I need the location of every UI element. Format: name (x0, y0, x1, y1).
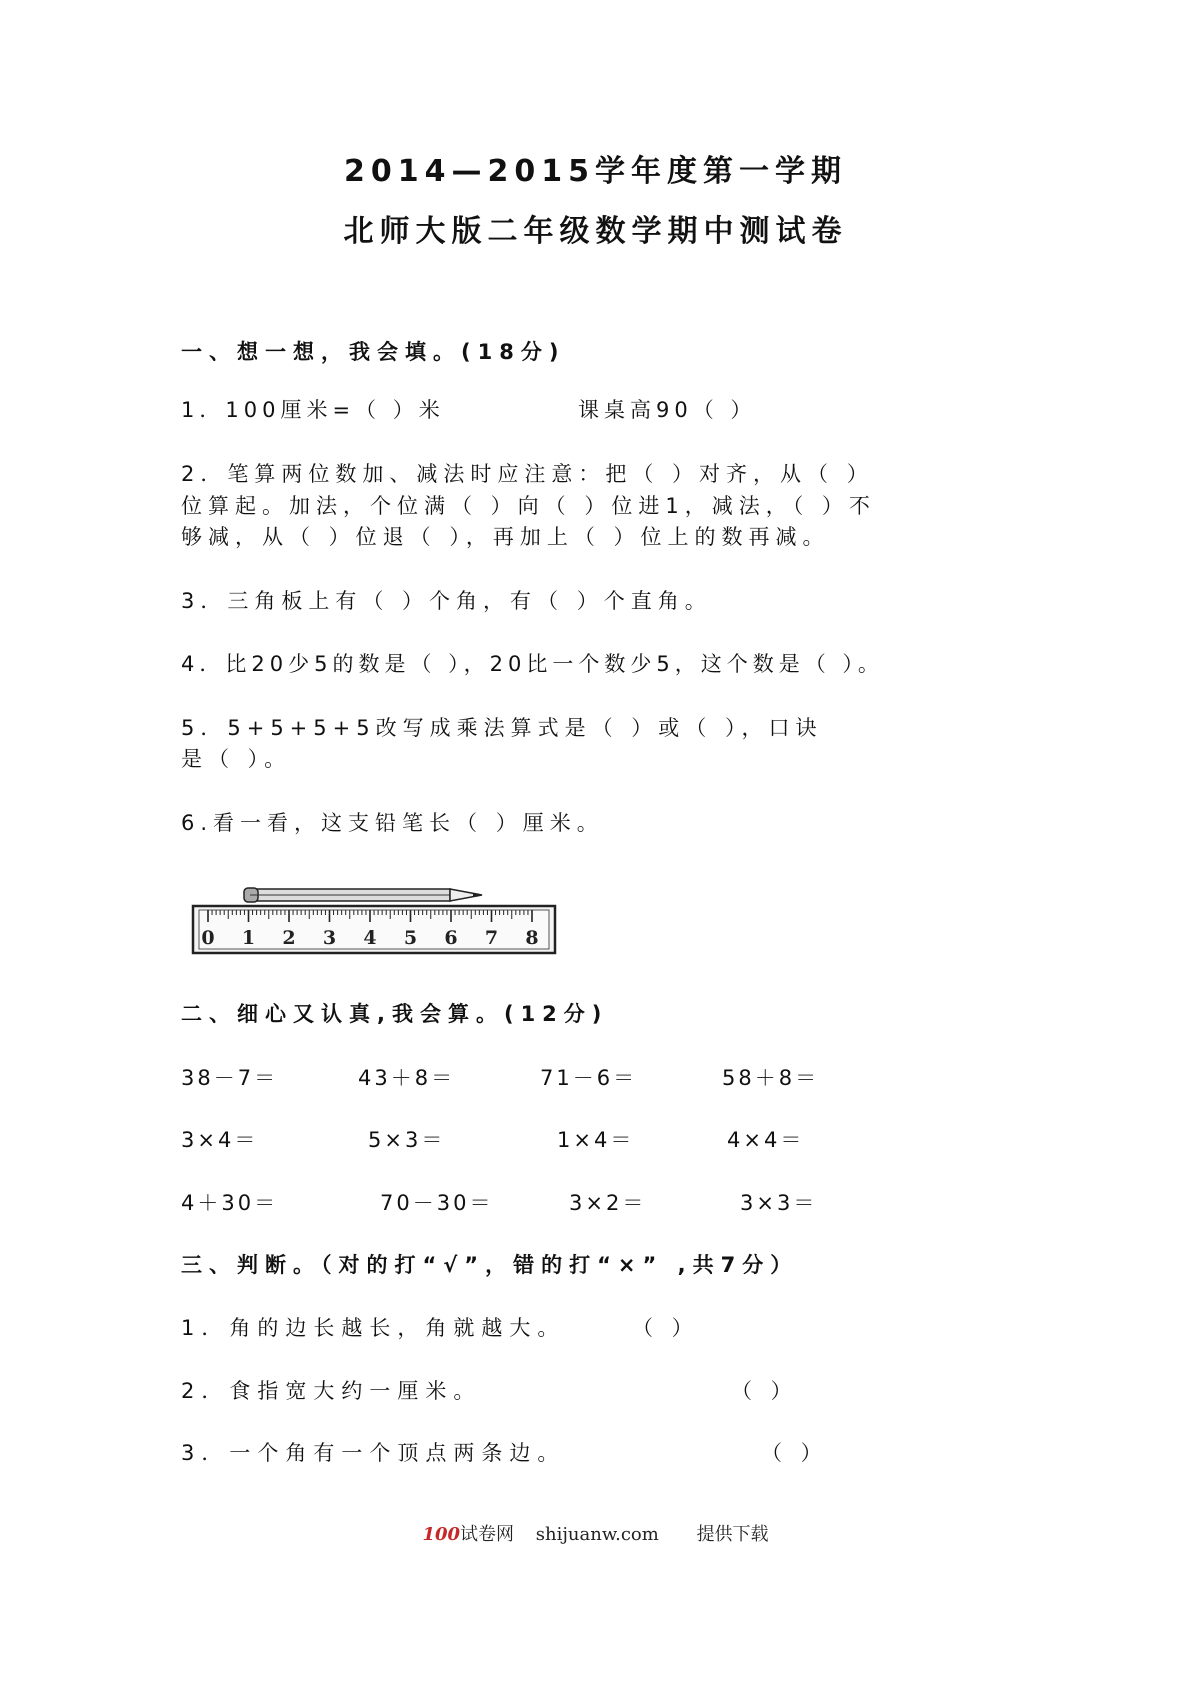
ruler-label-8: 8 (525, 927, 539, 949)
ruler-label-4: 4 (363, 927, 377, 949)
judge-item-3: 3．一个角有一个顶点两条边。 (181, 1441, 566, 1465)
calc-item: 71－6＝ (540, 1066, 638, 1090)
ruler-label-5: 5 (403, 927, 418, 949)
calc-item: 43＋8＝ (358, 1066, 456, 1090)
calc-item: 58＋8＝ (722, 1066, 820, 1090)
exam-title-line2: 北师大版二年级数学期中测试卷 (343, 214, 848, 249)
question-4: 4．比20少5的数是（ ），20比一个数少5，这个数是（ ）。 (181, 652, 884, 676)
calc-item: 5×3＝ (368, 1128, 446, 1152)
footer (0, 1520, 1191, 1546)
calc-item: 4＋30＝ (181, 1191, 279, 1215)
question-5-line1: 5．5+5+5+5改写成乘法算式是（ ）或（ ），口诀 (181, 716, 823, 740)
judge-box-3: （ ） (761, 1441, 828, 1465)
judge-box-1: （ ） (632, 1316, 699, 1340)
question-1a: 1．100厘米=（ ）米 (181, 398, 445, 422)
ruler-pencil-figure (190, 877, 562, 957)
section1-heading: 一、想一想，我会填。(18分) (181, 340, 566, 364)
ruler-labels (201, 927, 538, 949)
question-1b: 课桌高90（ ） (578, 398, 757, 422)
footer-site-link[interactable]: shijuanw.com (535, 1524, 659, 1545)
pencil-icon (244, 888, 482, 902)
calc-item: 70－30＝ (380, 1191, 494, 1215)
ruler-label-3: 3 (322, 927, 337, 949)
section2-heading: 二、细心又认真,我会算。(12分) (181, 1002, 609, 1026)
judge-item-1: 1．角的边长越长，角就越大。 (181, 1316, 566, 1340)
question-2-line1: 2．笔算两位数加、减法时应注意：把（ ）对齐，从（ ） (181, 462, 874, 486)
calc-item: 3×3＝ (740, 1191, 818, 1215)
ruler-label-2: 2 (282, 927, 296, 949)
question-6: 6.看一看，这支铅笔长（ ）厘米。 (181, 811, 604, 835)
footer-logo: 100 (422, 1524, 461, 1545)
calc-item: 38－7＝ (181, 1066, 279, 1090)
judge-item-2: 2．食指宽大约一厘米。 (181, 1379, 482, 1403)
calc-item: 3×2＝ (569, 1191, 647, 1215)
question-5-line2: 是（ ）。 (181, 747, 292, 771)
calc-item: 1×4＝ (557, 1128, 635, 1152)
exam-title-line1: 2014—2015学年度第一学期 (344, 154, 847, 189)
judge-box-2: （ ） (731, 1379, 798, 1403)
ruler-label-1: 1 (241, 927, 256, 949)
footer-brand: 试卷网 (460, 1524, 515, 1545)
question-2-line3: 够减，从（ ）位退（ ），再加上（ ）位上的数再减。 (181, 525, 830, 549)
question-2-line2: 位算起。加法，个位满（ ）向（ ）位进1，减法，（ ）不 (181, 494, 876, 518)
footer-note: 提供下载 (696, 1524, 769, 1545)
ruler-svg (190, 877, 562, 957)
question-3: 3．三角板上有（ ）个角，有（ ）个直角。 (181, 589, 712, 613)
calc-item: 3×4＝ (181, 1128, 259, 1152)
ruler-label-7: 7 (484, 927, 499, 949)
section3-heading: 三、判断。（对的打“√”，错的打“×” ,共7分） (181, 1253, 799, 1277)
ruler-label-6: 6 (444, 927, 458, 949)
ruler-label-0: 0 (201, 927, 215, 949)
calc-item: 4×4＝ (727, 1128, 805, 1152)
